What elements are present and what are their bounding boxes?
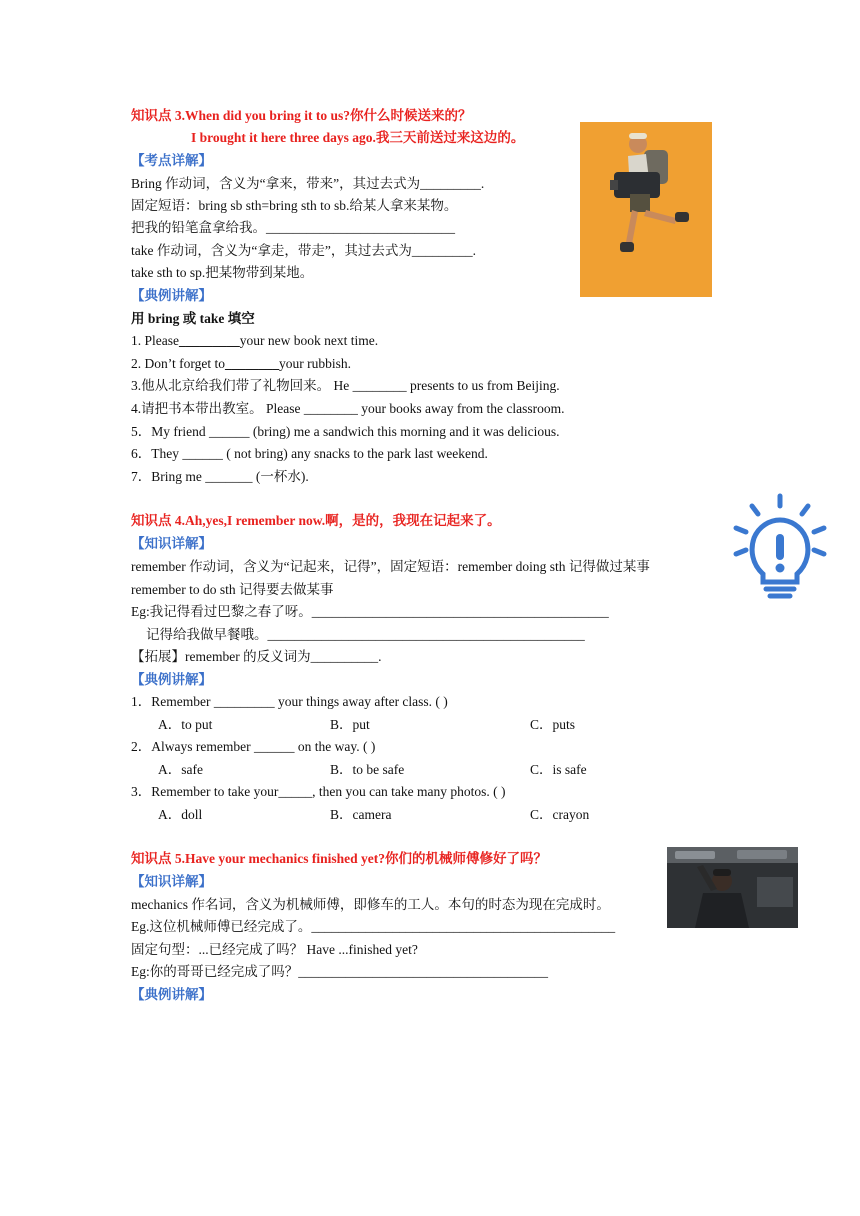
jumping-traveler-photo xyxy=(580,122,712,297)
section3-q2 xyxy=(131,355,351,373)
q2-blank: ________ xyxy=(225,356,279,371)
section3-q4: 4.请把书本带出教室。 Please ________ your books away from the classroom. xyxy=(131,401,565,416)
q2-option-c: C．is safe xyxy=(530,762,587,777)
section5-line4: Eg:你的哥哥已经完成了吗？_____________________________________ xyxy=(131,964,548,979)
section5-heading-explain: 【知识详解】 xyxy=(131,874,212,889)
section4-q1: 1．Remember _________ your things away after class. ( ) xyxy=(131,694,448,709)
mechanic-illustration xyxy=(667,847,798,928)
section3-line1: Bring 作动词，含义为“拿来，带来”，其过去式为_________. xyxy=(131,176,485,191)
q3-option-b: B．camera xyxy=(330,807,392,822)
section4-extension: 【拓展】remember 的反义词为__________. xyxy=(131,649,382,664)
section3-line4: take 作动词，含义为“拿走，带走”，其过去式为_________. xyxy=(131,243,476,258)
section3-q6: 6．They ______ ( not bring) any snacks to the park last weekend. xyxy=(131,446,488,461)
q1-blank: _________ xyxy=(179,333,240,348)
lightbulb-icon xyxy=(730,492,830,602)
section3-heading-explain: 【考点详解】 xyxy=(131,153,212,168)
section3-q7: 7．Bring me _______ (一杯水). xyxy=(131,469,309,484)
q1-start: 1. Please xyxy=(131,333,179,348)
section5-heading-examples: 【典例讲解】 xyxy=(131,987,212,1002)
mechanic-photo xyxy=(667,847,798,928)
q2-option-a: A．safe xyxy=(158,762,203,777)
section3-line2: 固定短语：bring sb sth=bring sth to sb.给某人拿来某物。 xyxy=(131,198,458,213)
section4-line1: remember 作动词，含义为“记起来，记得”，固定短语：remember doing sth 记得做过某事 xyxy=(131,559,650,574)
section3-line3: 把我的铅笔盒拿给我。____________________________ xyxy=(131,220,455,235)
section3-q3: 3.他从北京给我们带了礼物回来。 He ________ presents to us from Beijing. xyxy=(131,378,560,393)
section5-line3: 固定句型：...已经完成了吗？ Have ...finished yet? xyxy=(131,942,418,957)
q2-option-b: B．to be safe xyxy=(330,762,405,777)
section5-title: 知识点 5.Have your mechanics finished yet?你们的机械师傅修好了吗？ xyxy=(131,851,547,866)
section3-q5: 5．My friend ______ (bring) me a sandwich this morning and it was delicious. xyxy=(131,424,560,439)
section5-line2: Eg.这位机械师傅已经完成了。_____________________________________________ xyxy=(131,919,616,934)
section5-line1: mechanics 作名词，含义为机械师傅，即修车的工人。本句的时态为现在完成时。 xyxy=(131,897,610,912)
q3-option-a: A．doll xyxy=(158,807,203,822)
section4-heading-explain: 【知识详解】 xyxy=(131,536,212,551)
q1-option-b: B．put xyxy=(330,717,370,732)
section4-line4: 记得给我做早餐哦。_______________________________________________ xyxy=(146,627,585,642)
section3-subtitle: I brought it here three days ago.我三天前送过来这边的。 xyxy=(191,130,525,145)
section4-q2: 2．Always remember ______ on the way. ( ) xyxy=(131,739,376,754)
q3-option-c: C．crayon xyxy=(530,807,590,822)
section4-q3: 3．Remember to take your_____, then you can take many photos. ( ) xyxy=(131,784,506,799)
section3-heading-examples: 【典例讲解】 xyxy=(131,288,212,303)
q2-end: your rubbish. xyxy=(279,356,351,371)
section4-heading-examples: 【典例讲解】 xyxy=(131,672,212,687)
traveler-illustration xyxy=(580,122,712,297)
q1-option-c: C．puts xyxy=(530,717,576,732)
section3-title: 知识点 3.When did you bring it to us?你什么时候送来的？ xyxy=(131,108,472,123)
section4-title: 知识点 4.Ah,yes,I remember now.啊，是的，我现在记起来了。 xyxy=(131,513,501,528)
q1-option-a: A．to put xyxy=(158,717,213,732)
section3-q1 xyxy=(131,332,378,350)
section4-line2: remember to do sth 记得要去做某事 xyxy=(131,582,334,597)
q1-end: your new book next time. xyxy=(239,333,379,348)
q2-start: 2. Don’t forget to xyxy=(131,356,225,371)
section3-line5: take sth to sp.把某物带到某地。 xyxy=(131,265,314,280)
section4-line3: Eg:我记得看过巴黎之春了呀。____________________________________________ xyxy=(131,604,609,619)
section3-task: 用 bring 或 take 填空 xyxy=(131,311,255,326)
